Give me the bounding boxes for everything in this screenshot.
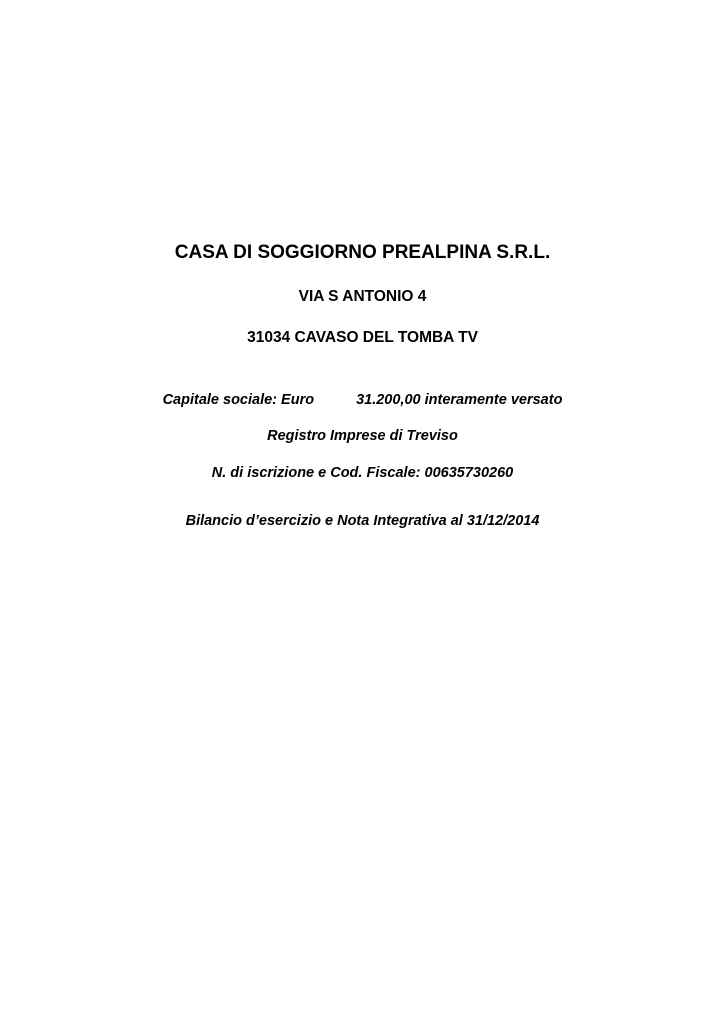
- company-name: CASA DI SOGGIORNO PREALPINA S.R.L.: [174, 242, 551, 263]
- fiscal-code: N. di iscrizione e Cod. Fiscale: 00635730260: [211, 465, 514, 481]
- business-registry: Registro Imprese di Treviso: [267, 428, 458, 444]
- share-capital-line: [0, 392, 725, 408]
- address-city: 31034 CAVASO DEL TOMBA TV: [247, 329, 478, 346]
- share-capital-value: 31.200,00 interamente versato: [356, 392, 563, 408]
- address-street: VIA S ANTONIO 4: [298, 288, 427, 305]
- share-capital-label: Capitale sociale: Euro: [162, 392, 315, 408]
- report-title: Bilancio d’esercizio e Nota Integrativa al 31/12/2014: [185, 513, 540, 529]
